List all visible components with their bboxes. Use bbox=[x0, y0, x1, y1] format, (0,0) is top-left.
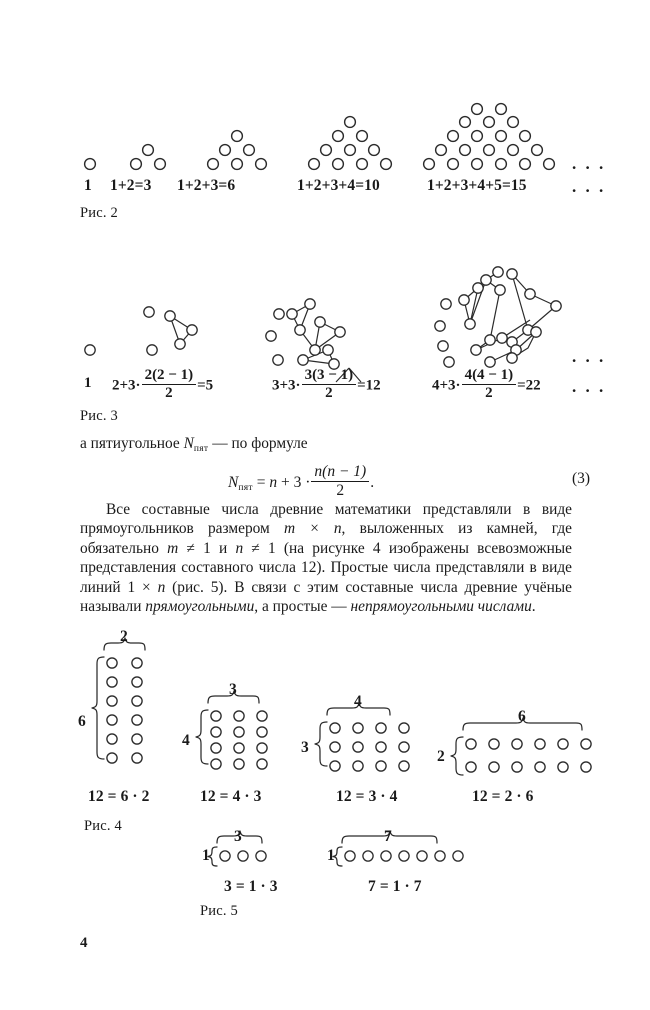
formula-3-lhs: N bbox=[228, 473, 239, 491]
figure-4-array-3-row-label: 3 bbox=[301, 739, 309, 756]
figure-3-label-2 bbox=[112, 367, 213, 403]
formula-3-equals: = bbox=[256, 473, 266, 491]
figure-3-label-4 bbox=[432, 367, 541, 403]
paragraph-seg-5: n bbox=[235, 539, 244, 557]
figure-5-array-2-row-label: 1 bbox=[327, 847, 335, 864]
figure-3-label-2-lead: 2+3· bbox=[112, 377, 141, 394]
figure-2-label-ellipsis: . . . bbox=[572, 177, 606, 196]
figure-3-label-4-fraction bbox=[462, 367, 517, 403]
figure-5-diagram bbox=[0, 825, 650, 885]
formula-intro-subscript: пят bbox=[193, 444, 209, 455]
figure-3-label-3-denominator: 2 bbox=[325, 385, 333, 402]
formula-3-period: . bbox=[370, 473, 375, 491]
figure-4-caption: Рис. 4 bbox=[84, 818, 122, 834]
formula-3-numerator: n(n − 1) bbox=[311, 463, 369, 482]
figure-3-label-1: 1 bbox=[84, 375, 92, 391]
main-paragraph bbox=[80, 500, 572, 616]
formula-3-n: n bbox=[269, 473, 278, 491]
formula-3-fraction bbox=[311, 463, 369, 500]
paragraph-seg-0: Все составные числа древние математики представляли в виде прямоугольников размером bbox=[80, 501, 572, 538]
figure-5-array-1-row-label: 1 bbox=[202, 847, 210, 864]
paragraph-seg-12: . bbox=[531, 598, 536, 616]
figure-4-array-2-col-label: 3 bbox=[229, 681, 237, 698]
formula-intro-symbol: N bbox=[183, 435, 194, 452]
formula-3-number: (3) bbox=[572, 470, 591, 487]
figure-4-array-3-col-label: 4 bbox=[354, 693, 362, 710]
paragraph-seg-2: , выложенных из камней, где обязательно bbox=[80, 520, 572, 557]
figure-3-label-4-result: =22 bbox=[517, 377, 541, 394]
figure-3-label-3-fraction bbox=[302, 367, 357, 403]
formula-intro-before: а пятиугольное bbox=[80, 435, 184, 452]
figure-5-array-2-equation: 7 = 1 · 7 bbox=[368, 878, 422, 895]
figure-4-array-1-equation: 12 = 6 · 2 bbox=[88, 788, 150, 805]
paragraph-seg-10: , а простые — bbox=[254, 598, 351, 616]
figure-3-label-2-result: =5 bbox=[197, 377, 214, 394]
figure-3-diagram bbox=[0, 232, 650, 362]
figure-4-array-4-equation: 12 = 2 · 6 bbox=[472, 788, 534, 805]
figure-5-caption: Рис. 5 bbox=[200, 903, 238, 919]
paragraph-seg-1: m × n bbox=[283, 520, 342, 538]
figure-2-trailing-ellipsis: . . . bbox=[572, 154, 606, 173]
paragraph-seg-3: m bbox=[167, 539, 179, 557]
figure-3-label-4-denominator: 2 bbox=[485, 385, 493, 402]
formula-3-denominator: 2 bbox=[336, 481, 345, 499]
figure-4-array-4-col-label: 6 bbox=[518, 708, 526, 725]
figure-4-array-1-row-label: 6 bbox=[78, 713, 86, 730]
figure-3-label-2-numerator: 2(2 − 1) bbox=[142, 367, 197, 385]
formula-3-plus: + bbox=[280, 473, 290, 491]
formula-3-three: 3 bbox=[293, 473, 302, 491]
paragraph-seg-8: (рис. 5). В связи с этим составные числа древние учёные называли bbox=[80, 578, 572, 616]
figure-4-array-2-row-label: 4 bbox=[182, 732, 190, 749]
figure-3-label-2-denominator: 2 bbox=[165, 385, 173, 402]
figure-5-array-1-col-label: 3 bbox=[234, 828, 242, 845]
figure-2-label-5: 1+2+3+4+5=15 bbox=[427, 177, 527, 194]
formula-3-lhs-subscript: пят bbox=[238, 482, 253, 493]
figure-4-array-3-equation: 12 = 3 · 4 bbox=[336, 788, 398, 805]
figure-3-trailing-ellipsis: . . . bbox=[572, 347, 606, 366]
figure-2-label-3: 1+2+3=6 bbox=[177, 177, 236, 194]
formula-intro-line bbox=[80, 435, 308, 454]
formula-intro-after: — по формуле bbox=[208, 435, 308, 452]
figure-2-label-4: 1+2+3+4=10 bbox=[297, 177, 380, 194]
figure-3-label-2-fraction bbox=[142, 367, 197, 403]
figure-4-array-1-col-label: 2 bbox=[120, 628, 128, 645]
page-number: 4 bbox=[80, 935, 88, 951]
figure-3-label-4-numerator: 4(4 − 1) bbox=[462, 367, 517, 385]
figure-3-label-3-result: =12 bbox=[357, 377, 381, 394]
figure-2-caption: Рис. 2 bbox=[80, 205, 118, 221]
figure-5-array-1-equation: 3 = 1 · 3 bbox=[224, 878, 278, 895]
figure-3-label-3-numerator: 3(3 − 1) bbox=[302, 367, 357, 385]
figure-4-array-2-equation: 12 = 4 · 3 bbox=[200, 788, 262, 805]
figure-5-array-2-col-label: 7 bbox=[384, 828, 392, 845]
figure-4-array-4-row-label: 2 bbox=[437, 748, 445, 765]
figure-4-diagram bbox=[0, 625, 650, 805]
figure-3-label-4-lead: 4+3· bbox=[432, 377, 461, 394]
figure-2-label-1: 1 bbox=[84, 177, 92, 194]
figure-3-label-ellipsis: . . . bbox=[572, 377, 606, 396]
figure-3-caption: Рис. 3 bbox=[80, 408, 118, 424]
formula-3-expression bbox=[228, 463, 374, 500]
paragraph-seg-9: прямоугольными bbox=[145, 598, 255, 616]
paragraph-seg-11: непрямоугольными числами bbox=[350, 598, 532, 616]
formula-3-dot: · bbox=[305, 473, 311, 491]
figure-3-label-3 bbox=[272, 367, 381, 403]
paragraph-seg-7: n bbox=[157, 578, 166, 596]
paragraph-seg-4: ≠ 1 и bbox=[178, 539, 236, 557]
paragraph-seg-6: ≠ 1 (на рисунке 4 изображены всевозможные представления составного числа 12). Простые числа представляли в виде линий 1 × bbox=[80, 539, 572, 596]
figure-3-label-3-lead: 3+3· bbox=[272, 377, 301, 394]
figure-2-diagram bbox=[0, 108, 650, 188]
figure-2-label-2: 1+2=3 bbox=[110, 177, 152, 194]
